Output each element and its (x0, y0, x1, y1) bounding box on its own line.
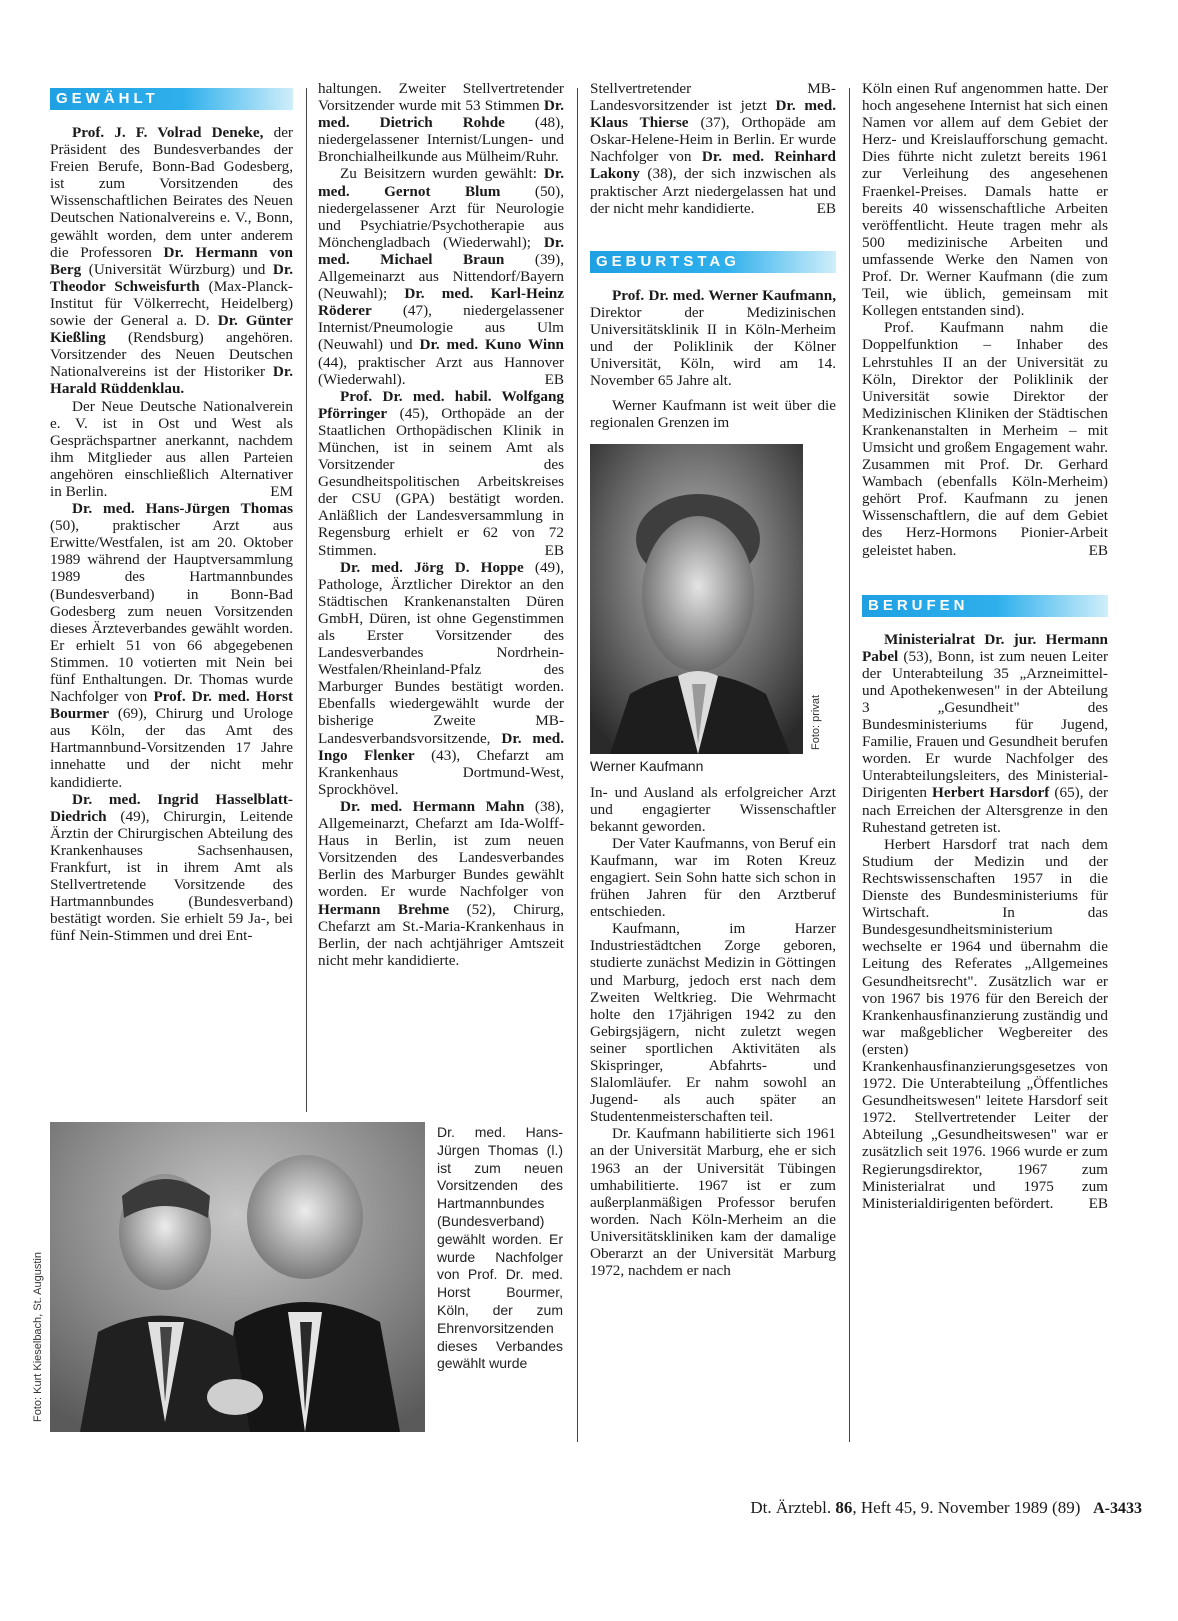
article-mahn: Dr. med. Hermann Mahn (38), Allgemeinarzt, Chefarzt am Ida-Wolff-Haus in Berlin, ist zum neuen Vorsitzenden des Landesverbandes Berlin des Marburger Bundes gewählt worden. Er wurde Nachfolger von Hermann Brehme (52), Chirurg, Chefarzt am St.-Maria-Krankenhaus in Berlin, der nach achtjähriger Amtszeit nicht mehr kandidierte. (318, 797, 564, 969)
article-pfoerringer: Prof. Dr. med. habil. Wolfgang Pförringer (45), Orthopäde an der Staatlichen Orthopädischen Klinik in München, ist in seinem Amt als Vorsitzender des Gesundheitspolitischen Arbeitskreises der CSU (GPA) bestätigt worden. Anläßlich der Landesversammlung in Regensburg erhielt er 62 von 72 Stimmen. EB (318, 387, 564, 559)
article-kaufmann-p2: In- und Ausland als erfolgreicher Arzt und engagierter Wissenschaftler bekannt geworden. (590, 783, 836, 835)
article-hasselblatt: Dr. med. Ingrid Hasselblatt-Diedrich (49), Chirurgin, Leitende Ärztin der Chirurgischen Abteilung des Krankenhauses Sachsenhausen, Frankfurt, ist in ihrem Amt als Stellvertretende Vorsitzende des Hartmannbundes (Bundesverband) bestätigt worden. Sie erhielt 59 Ja-, bei fünf Nein-Stimmen und drei Ent- (50, 790, 293, 945)
author-signature: EB (544, 541, 564, 559)
article-kaufmann-p3: Der Vater Kaufmanns, von Beruf ein Kaufmann, war im Roten Kreuz engagiert. Sein Sohn hatte sich schon in frühen Jahren für den Arztberuf entschieden. (590, 834, 836, 921)
column-rule (306, 88, 307, 1112)
group-photo-caption: Dr. med. Hans-Jürgen Thomas (l.) ist zum neuen Vorsitzenden des Hartmannbundes (Bundesverband) gewählt worden. Er wurde Nachfolger von Prof. Dr. med. Horst Bourmer, Köln, der zum Ehrenvorsitzenden dieses Verbandes gewählt wurde (437, 1124, 563, 1372)
article-pabel: Ministerialrat Dr. jur. Hermann Pabel (53), Bonn, ist zum neuen Leiter der Unterabteilung 35 „Arzneimittel- und Apothekenwesen" in der Abteilung 3 „Gesundheit" des Bundesministeriums für Jugend, Familie, Frauen und Gesundheit berufen worden. Er wurde Nachfolger des Unterabteilungsleiters, des Ministerial-Dirigenten Herbert Harsdorf (65), der nach Erreichen der Altersgrenze in den Ruhestand getreten ist. (862, 630, 1108, 836)
article-rohde: haltungen. Zweiter Stellvertretender Vorsitzender wurde mit 53 Stimmen Dr. med. Dietrich Rohde (48), niedergelassener Internist/Lungen- und Bronchialheilkunde aus Mülheim/Ruhr. (318, 80, 564, 166)
page-number: A-3433 (1093, 1500, 1142, 1517)
article-beisitzer: Zu Beisitzern wurden gewählt: Dr. med. Gernot Blum (50), niedergelassener Arzt für Neurologie und Psychiatrie/Psychotherapie aus Mönchengladbach (Wiederwahl); Dr. med. Michael Braun (39), Allgemeinarzt aus Nittendorf/Bayern (Neuwahl); Dr. med. Karl-Heinz Röderer (47), niedergelassener Internist/Pneumologie aus Ulm (Neuwahl) und Dr. med. Kuno Winn (44), praktischer Arzt aus Hannover (Wiederwahl). EB (318, 165, 564, 388)
group-photo-thomas-bourmer (50, 1122, 425, 1432)
article-kaufmann-p7: Prof. Kaufmann nahm die Doppelfunktion – Inhaber des Lehrstuhles II an der Universität zu Köln, Direktor der Poliklinik der Universität sowie Direktor der Medizinischen Kliniken der Städtischen Krankenanstalten in Merheim – mit Umsicht und großem Engagement wahr. Zusammen mit Prof. Dr. Gerhard Wambach (ebenfalls Köln-Merheim) gehört Prof. Kaufmann zu jenen Wissenschaftlern, die auf dem Gebiet des Herz-Hormons Pionier-Arbeit geleistet haben. EB (862, 319, 1108, 559)
article-hoppe: Dr. med. Jörg D. Hoppe (49), Pathologe, Ärztlicher Direktor an den Städtischen Krankenanstalten Düren GmbH, Düren, ist ohne Gegenstimmen als Erster Vorsitzender des Landesverbandes Nordrhein-Westfalen/Rheinland-Pfalz des Marburger Bundes bestätigt worden. Ebenfalls wiedergewählt wurde der bisherige Zweite MB-Landesverbandsvorsitzende, Dr. med. Ingo Flenker (43), Chefarzt am Krankenhaus Dortmund-West, Sprockhövel. (318, 558, 565, 798)
column-2 (318, 80, 564, 969)
section-banner-geburtstag: GEBURTSTAG (590, 251, 836, 273)
article-nationalverein: Der Neue Deutsche Nationalverein e. V. ist in Ost und West als Gesprächspartner anerkannt, nachdem ihm Mitglieder aus allen Parteien angehören einschließlich Alternativer in Berlin. EM (50, 397, 293, 500)
author-signature: EM (270, 482, 293, 500)
group-photo-credit: Foto: Kurt Kieselbach, St. Augustin (32, 1252, 44, 1422)
article-kaufmann-p5: Dr. Kaufmann habilitierte sich 1961 an der Universität Marburg, ehe er sich 1963 an der Universität Tübingen umhabilitierte. 1967 ist er zum außerplanmäßigen Professor berufen worden. Nach Köln-Merheim an die Universitätskliniken kam der damalige Oberarzt an der Universität Marburg 1972, nachdem er nach (590, 1125, 836, 1280)
portrait-photo-kaufmann (590, 444, 803, 754)
page-footer: Dt. Ärztebl. 86, Heft 45, 9. November 1989 (89) A-3433 (750, 1498, 1142, 1517)
column-rule (849, 88, 850, 1442)
section-banner-berufen: BERUFEN (862, 595, 1108, 617)
author-signature: EB (1088, 1194, 1108, 1212)
group-photo-figure (32, 1122, 585, 1442)
section-banner-gewaehlt: GEWÄHLT (50, 88, 293, 110)
portrait-credit: Foto: privat (810, 694, 822, 750)
column-1 (50, 88, 293, 945)
column-4 (862, 80, 1108, 1212)
article-kaufmann-p6: Köln einen Ruf angenommen hatte. Der hoch angesehene Internist hat sich einen Namen vor allem auf dem Gebiet der Herz- und Kreislaufforschung gemacht. Dies führte nicht zuletzt bereits 1961 zur Verleihung des angesehenen Fraenkel-Preises. Damals hatte er bereits 40 wissenschaftliche Arbeiten veröffentlicht. Heute tragen mehr als 500 medizinische Arbeiten und umfassende Werke den Namen von Prof. Dr. Werner Kaufmann (die zum Teil, wie üblich, gemeinsam mit Kollegen entstanden sind). (862, 80, 1108, 320)
portrait-caption: Werner Kaufmann (590, 757, 704, 774)
article-kaufmann-p1: Werner Kaufmann ist weit über die regionalen Grenzen im (590, 397, 836, 432)
author-signature: EB (544, 370, 564, 388)
article-deneke: Prof. J. F. Volrad Deneke, der Präsident des Bundesverbandes der Freien Berufe, Bonn-Bad Godesberg, ist zum Vorsitzenden des Wissenschaftlichen Beirates des Neuen Deutschen Nationalvereins e. V., Bonn, gewählt worden, dem unter anderem die Professoren Dr. Hermann von Berg (Universität Würzburg) und Dr. Theodor Schweisfurth (Max-Planck-Institut für Völkerrecht, Heidelberg) sowie der General a. D. Dr. Günter Kießling (Rendsburg) angehören. Vorsitzender des Neuen Deutschen Nationalvereins ist der Historiker Dr. Harald Rüddenklau. (50, 124, 293, 398)
column-3 (590, 80, 836, 1279)
article-thomas: Dr. med. Hans-Jürgen Thomas (50), praktischer Arzt aus Erwitte/Westfalen, ist am 20. Oktober 1989 während der Hauptversammlung 1989 des Hartmannbundes (Bundesverband) in Bonn-Bad Godesberg zum neuen Vorsitzenden dieses Ärzteverbandes gewählt worden. Er erhielt 51 von 66 abgegebenen Stimmen. 10 votierten mit Nein bei fünf Enthaltungen. Dr. Thomas wurde Nachfolger von Prof. Dr. med. Horst Bourmer (69), Chirurg und Urologe aus Köln, der das Amt des Hartmannbund-Vorsitzenden 17 Jahre innehatte und der nicht mehr kandidierte. (50, 500, 293, 791)
article-harsdorf: Herbert Harsdorf trat nach dem Studium der Medizin und der Rechtswissenschaften 1957 in die Dienste des Bundesministeriums für Wirtschaft. In das Bundesgesundheitsministerium wechselte er 1964 und übernahm die Leitung des Referates „Allgemeines Gesundheitsrecht". Zusätzlich war er von 1967 bis 1976 für den Bereich der Krankenhausfinanzierung zuständig und war maßgeblicher Wegbereiter des (ersten) Krankenhausfinanzierungsgesetzes von 1972. Die Unterabteilung „Öffentliches Gesundheitswesen" leitete Harsdorf seit 1972. Stellvertretender Leiter der Abteilung „Gesundheitswesen" war er zusätzlich seit 1976. 1966 wurde er zum Regierungsdirektor, 1967 zum Ministerialrat und 1975 zum Ministerialdirigenten befördert. EB (862, 835, 1108, 1212)
article-thierse: Stellvertretender MB-Landesvorsitzender ist jetzt Dr. med. Klaus Thierse (37), Orthopäde am Oskar-Helene-Heim in Berlin. Er wurde Nachfolger von Dr. med. Reinhard Lakony (38), der sich inzwischen als praktischer Arzt niedergelassen hat und der nicht mehr kandidierte. EB (590, 80, 836, 217)
article-kaufmann-p4: Kaufmann, im Harzer Industriestädtchen Zorge geboren, studierte zunächst Medizin in Göttingen und Marburg, jedoch erst nach dem Zweiten Weltkrieg. Die Wehrmacht holte den 17jährigen 1942 zu den Gebirgsjägern, nicht zuletzt wegen seiner sportlichen Aktivitäten als Skispringer, Abfahrts- und Slalomläufer. Er nahm sowohl an Jugend- als auch später an Studentenmeisterschaften teil. (590, 920, 836, 1126)
article-kaufmann-intro: Prof. Dr. med. Werner Kaufmann, Direktor der Medizinischen Universitätsklinik II in Köln-Merheim und der Poliklinik der Kölner Universität, Köln, wird am 14. November 65 Jahre alt. (590, 286, 836, 390)
author-signature: EB (1088, 541, 1108, 559)
author-signature: EB (816, 199, 836, 217)
portrait-figure (590, 444, 836, 784)
